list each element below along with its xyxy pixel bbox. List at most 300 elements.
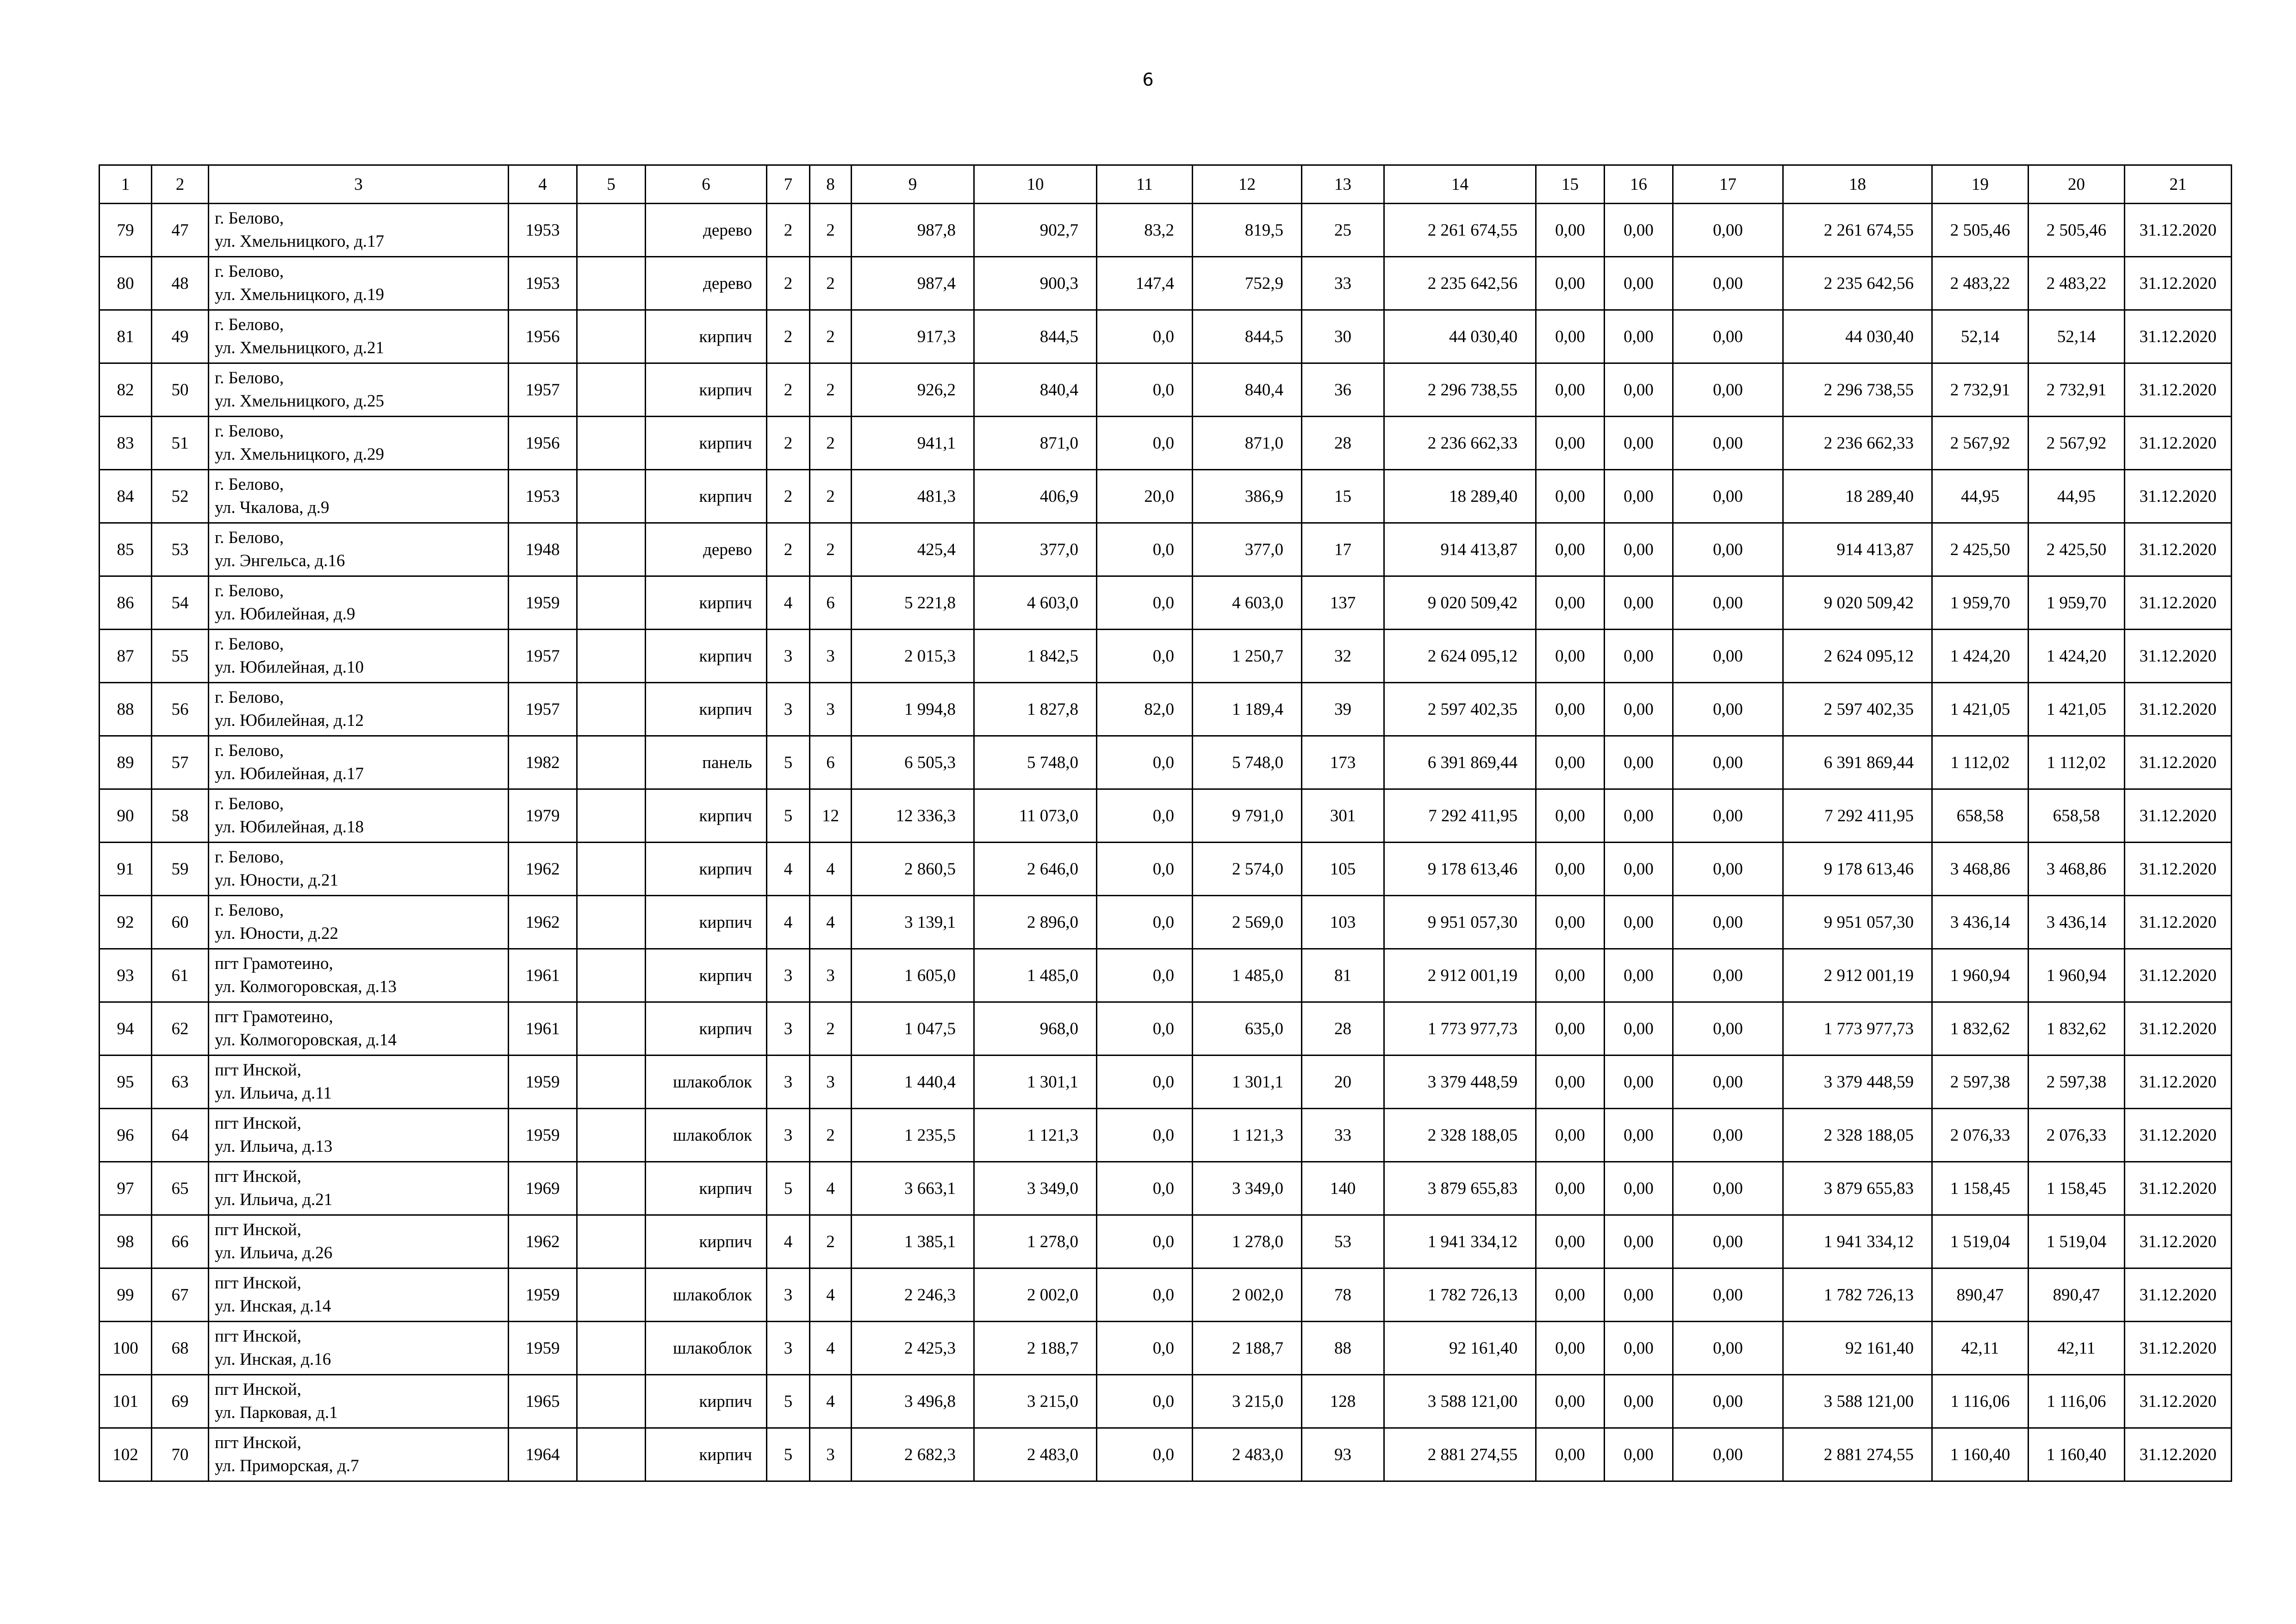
cell-n2: 68 [152,1322,209,1375]
cell-c5 [577,1428,646,1481]
cell-c5 [577,310,646,363]
address-city: пгт Инской, [215,1433,301,1452]
cell-c5 [577,257,646,310]
cell-c13: 137 [1302,576,1384,630]
cell-c5 [577,1322,646,1375]
cell-c13: 28 [1302,1002,1384,1056]
cell-c7: 4 [767,843,810,896]
cell-c10: 840,4 [974,363,1097,417]
cell-c5 [577,1215,646,1268]
cell-material: кирпич [646,310,767,363]
cell-c8: 2 [810,1215,852,1268]
cell-n2: 53 [152,523,209,576]
table-row [100,1375,2232,1428]
cell-c21: 31.12.2020 [2125,1002,2232,1056]
cell-material: дерево [646,523,767,576]
cell-c12: 386,9 [1193,470,1302,523]
address-cell [209,523,509,576]
cell-material: кирпич [646,843,767,896]
cell-c9: 6 505,3 [852,736,974,789]
cell-c19: 2 483,22 [1932,257,2028,310]
cell-c11: 0,0 [1097,1215,1193,1268]
cell-c21: 31.12.2020 [2125,204,2232,257]
cell-c16: 0,00 [1605,630,1673,683]
cell-c5 [577,576,646,630]
cell-c19: 1 158,45 [1932,1162,2028,1215]
cell-material: кирпич [646,417,767,470]
table-row [100,683,2232,736]
cell-c17: 0,00 [1673,1162,1783,1215]
cell-c7: 4 [767,896,810,949]
cell-c8: 4 [810,1268,852,1322]
cell-c12: 2 188,7 [1193,1322,1302,1375]
cell-c12: 635,0 [1193,1002,1302,1056]
cell-c17: 0,00 [1673,843,1783,896]
cell-c16: 0,00 [1605,363,1673,417]
cell-c15: 0,00 [1536,1109,1605,1162]
cell-c20: 3 468,86 [2028,843,2125,896]
address-street: ул. Юбилейная, д.12 [215,711,364,730]
cell-c17: 0,00 [1673,949,1783,1002]
cell-c19: 52,14 [1932,310,2028,363]
cell-c11: 0,0 [1097,417,1193,470]
cell-c5 [577,204,646,257]
address-cell [209,363,509,417]
cell-c9: 3 663,1 [852,1162,974,1215]
cell-c9: 2 860,5 [852,843,974,896]
cell-c19: 1 832,62 [1932,1002,2028,1056]
cell-year: 1969 [509,1162,577,1215]
cell-c20: 1 160,40 [2028,1428,2125,1481]
cell-c5 [577,630,646,683]
cell-n1: 83 [100,417,152,470]
cell-c19: 890,47 [1932,1268,2028,1322]
cell-c20: 1 832,62 [2028,1002,2125,1056]
cell-c21: 31.12.2020 [2125,1056,2232,1109]
cell-c18: 92 161,40 [1783,1322,1932,1375]
cell-c17: 0,00 [1673,1002,1783,1056]
cell-c17: 0,00 [1673,1322,1783,1375]
cell-n2: 51 [152,417,209,470]
cell-c18: 914 413,87 [1783,523,1932,576]
cell-c14: 1 782 726,13 [1384,1268,1536,1322]
column-header-19: 19 [1932,165,2028,204]
column-header-10: 10 [974,165,1097,204]
cell-c14: 1 773 977,73 [1384,1002,1536,1056]
cell-c5 [577,1375,646,1428]
cell-c5 [577,789,646,843]
cell-c8: 2 [810,204,852,257]
cell-c11: 20,0 [1097,470,1193,523]
cell-c13: 301 [1302,789,1384,843]
cell-material: кирпич [646,683,767,736]
cell-n2: 60 [152,896,209,949]
cell-c13: 78 [1302,1268,1384,1322]
cell-n2: 48 [152,257,209,310]
cell-n1: 89 [100,736,152,789]
cell-c16: 0,00 [1605,576,1673,630]
cell-year: 1959 [509,1322,577,1375]
cell-c10: 3 215,0 [974,1375,1097,1428]
cell-c11: 82,0 [1097,683,1193,736]
cell-c21: 31.12.2020 [2125,363,2232,417]
cell-c19: 3 436,14 [1932,896,2028,949]
cell-n2: 55 [152,630,209,683]
address-cell [209,843,509,896]
cell-c21: 31.12.2020 [2125,523,2232,576]
cell-c5 [577,1109,646,1162]
cell-c7: 2 [767,363,810,417]
cell-c10: 902,7 [974,204,1097,257]
cell-c7: 3 [767,630,810,683]
cell-c8: 3 [810,1056,852,1109]
cell-c19: 1 421,05 [1932,683,2028,736]
cell-c7: 4 [767,1215,810,1268]
cell-c9: 2 015,3 [852,630,974,683]
cell-c15: 0,00 [1536,417,1605,470]
cell-c15: 0,00 [1536,523,1605,576]
cell-c16: 0,00 [1605,1428,1673,1481]
cell-c9: 1 235,5 [852,1109,974,1162]
cell-c14: 2 624 095,12 [1384,630,1536,683]
cell-c18: 2 624 095,12 [1783,630,1932,683]
address-city: пгт Инской, [215,1114,301,1133]
cell-c14: 3 379 448,59 [1384,1056,1536,1109]
cell-c14: 1 941 334,12 [1384,1215,1536,1268]
address-city: пгт Грамотеино, [215,954,333,973]
cell-c17: 0,00 [1673,1375,1783,1428]
cell-c8: 6 [810,576,852,630]
cell-c19: 2 567,92 [1932,417,2028,470]
cell-c17: 0,00 [1673,1268,1783,1322]
column-header-11: 11 [1097,165,1193,204]
cell-c20: 2 483,22 [2028,257,2125,310]
address-cell [209,949,509,1002]
cell-c8: 4 [810,1322,852,1375]
address-street: ул. Юности, д.21 [215,871,339,890]
cell-year: 1957 [509,683,577,736]
cell-c20: 1 960,94 [2028,949,2125,1002]
table-row [100,523,2232,576]
address-cell [209,417,509,470]
cell-c9: 5 221,8 [852,576,974,630]
address-street: ул. Ильича, д.13 [215,1137,333,1156]
address-cell [209,1162,509,1215]
cell-c16: 0,00 [1605,1162,1673,1215]
cell-material: панель [646,736,767,789]
cell-c18: 2 597 402,35 [1783,683,1932,736]
address-cell [209,896,509,949]
cell-c19: 658,58 [1932,789,2028,843]
cell-year: 1948 [509,523,577,576]
cell-c12: 752,9 [1193,257,1302,310]
cell-c10: 1 842,5 [974,630,1097,683]
address-city: г. Белово, [215,369,284,387]
cell-c15: 0,00 [1536,896,1605,949]
cell-c15: 0,00 [1536,576,1605,630]
cell-c12: 1 485,0 [1193,949,1302,1002]
cell-c9: 917,3 [852,310,974,363]
cell-n2: 67 [152,1268,209,1322]
cell-c10: 900,3 [974,257,1097,310]
table-row [100,630,2232,683]
cell-c7: 2 [767,257,810,310]
cell-c17: 0,00 [1673,576,1783,630]
address-street: ул. Хмельницкого, д.21 [215,338,385,357]
cell-n2: 58 [152,789,209,843]
cell-c20: 1 112,02 [2028,736,2125,789]
cell-c5 [577,523,646,576]
page-number: 6 [1142,69,1154,90]
cell-c15: 0,00 [1536,789,1605,843]
cell-c20: 1 959,70 [2028,576,2125,630]
cell-c18: 9 951 057,30 [1783,896,1932,949]
cell-c8: 4 [810,1162,852,1215]
address-street: ул. Инская, д.14 [215,1297,331,1316]
column-header-1: 1 [100,165,152,204]
cell-c13: 33 [1302,1109,1384,1162]
cell-c21: 31.12.2020 [2125,1268,2232,1322]
cell-c13: 105 [1302,843,1384,896]
cell-n1: 88 [100,683,152,736]
cell-c10: 2 483,0 [974,1428,1097,1481]
address-city: г. Белово, [215,741,284,760]
cell-year: 1964 [509,1428,577,1481]
cell-c20: 3 436,14 [2028,896,2125,949]
cell-n1: 98 [100,1215,152,1268]
cell-c5 [577,896,646,949]
cell-n2: 54 [152,576,209,630]
cell-year: 1961 [509,1002,577,1056]
cell-year: 1959 [509,1056,577,1109]
cell-n2: 56 [152,683,209,736]
address-cell [209,576,509,630]
cell-c17: 0,00 [1673,523,1783,576]
table-row [100,310,2232,363]
cell-c17: 0,00 [1673,736,1783,789]
cell-c18: 3 879 655,83 [1783,1162,1932,1215]
address-street: ул. Юбилейная, д.9 [215,605,355,624]
column-header-15: 15 [1536,165,1605,204]
cell-c10: 844,5 [974,310,1097,363]
address-cell [209,1322,509,1375]
cell-c17: 0,00 [1673,683,1783,736]
cell-c19: 1 424,20 [1932,630,2028,683]
cell-c5 [577,363,646,417]
cell-c10: 968,0 [974,1002,1097,1056]
cell-c13: 25 [1302,204,1384,257]
cell-c10: 377,0 [974,523,1097,576]
cell-c14: 3 588 121,00 [1384,1375,1536,1428]
cell-c21: 31.12.2020 [2125,630,2232,683]
cell-c17: 0,00 [1673,470,1783,523]
column-header-14: 14 [1384,165,1536,204]
cell-c21: 31.12.2020 [2125,683,2232,736]
address-street: ул. Хмельницкого, д.19 [215,285,385,304]
table-row [100,470,2232,523]
cell-year: 1962 [509,896,577,949]
cell-c16: 0,00 [1605,204,1673,257]
cell-c21: 31.12.2020 [2125,417,2232,470]
cell-c20: 2 732,91 [2028,363,2125,417]
cell-c16: 0,00 [1605,417,1673,470]
cell-c12: 3 215,0 [1193,1375,1302,1428]
cell-n2: 59 [152,843,209,896]
cell-n1: 96 [100,1109,152,1162]
cell-c9: 1 047,5 [852,1002,974,1056]
cell-c21: 31.12.2020 [2125,736,2232,789]
column-header-12: 12 [1193,165,1302,204]
address-street: ул. Хмельницкого, д.29 [215,445,385,464]
cell-c10: 2 896,0 [974,896,1097,949]
cell-c21: 31.12.2020 [2125,789,2232,843]
cell-c18: 2 236 662,33 [1783,417,1932,470]
cell-c20: 2 505,46 [2028,204,2125,257]
cell-c18: 1 773 977,73 [1783,1002,1932,1056]
cell-c20: 1 116,06 [2028,1375,2125,1428]
cell-n2: 47 [152,204,209,257]
address-city: г. Белово, [215,315,284,334]
cell-material: кирпич [646,1428,767,1481]
cell-n2: 50 [152,363,209,417]
cell-c18: 6 391 869,44 [1783,736,1932,789]
cell-n1: 90 [100,789,152,843]
cell-n1: 99 [100,1268,152,1322]
cell-c15: 0,00 [1536,470,1605,523]
cell-c16: 0,00 [1605,1056,1673,1109]
cell-c14: 92 161,40 [1384,1322,1536,1375]
cell-year: 1957 [509,363,577,417]
cell-c21: 31.12.2020 [2125,1375,2232,1428]
cell-c9: 926,2 [852,363,974,417]
address-cell [209,630,509,683]
address-city: пгт Инской, [215,1327,301,1346]
cell-c20: 2 076,33 [2028,1109,2125,1162]
cell-year: 1979 [509,789,577,843]
cell-c16: 0,00 [1605,1375,1673,1428]
address-city: пгт Инской, [215,1220,301,1239]
cell-n2: 65 [152,1162,209,1215]
address-cell [209,1428,509,1481]
cell-material: дерево [646,204,767,257]
cell-c12: 5 748,0 [1193,736,1302,789]
cell-year: 1957 [509,630,577,683]
address-city: пгт Инской, [215,1167,301,1186]
cell-c20: 44,95 [2028,470,2125,523]
table-row [100,843,2232,896]
cell-c12: 2 569,0 [1193,896,1302,949]
cell-c13: 53 [1302,1215,1384,1268]
cell-c21: 31.12.2020 [2125,257,2232,310]
cell-c19: 3 468,86 [1932,843,2028,896]
table-row [100,204,2232,257]
cell-c7: 2 [767,310,810,363]
cell-c19: 1 112,02 [1932,736,2028,789]
cell-material: шлакоблок [646,1056,767,1109]
cell-c7: 2 [767,204,810,257]
cell-c21: 31.12.2020 [2125,576,2232,630]
cell-c8: 2 [810,310,852,363]
cell-c12: 1 189,4 [1193,683,1302,736]
cell-c20: 2 567,92 [2028,417,2125,470]
cell-c15: 0,00 [1536,736,1605,789]
cell-c20: 658,58 [2028,789,2125,843]
cell-c15: 0,00 [1536,204,1605,257]
cell-n1: 84 [100,470,152,523]
cell-material: кирпич [646,470,767,523]
cell-c10: 1 121,3 [974,1109,1097,1162]
cell-c10: 2 002,0 [974,1268,1097,1322]
cell-c11: 0,0 [1097,310,1193,363]
cell-c18: 2 328 188,05 [1783,1109,1932,1162]
cell-c9: 987,8 [852,204,974,257]
cell-year: 1956 [509,417,577,470]
cell-c13: 15 [1302,470,1384,523]
address-city: г. Белово, [215,475,284,494]
cell-c16: 0,00 [1605,949,1673,1002]
cell-c8: 2 [810,257,852,310]
cell-year: 1959 [509,576,577,630]
address-street: ул. Юности, д.22 [215,924,339,943]
cell-c8: 3 [810,630,852,683]
cell-c15: 0,00 [1536,1162,1605,1215]
cell-c13: 173 [1302,736,1384,789]
cell-c7: 4 [767,576,810,630]
column-header-5: 5 [577,165,646,204]
address-cell [209,736,509,789]
address-cell [209,257,509,310]
address-street: ул. Энгельса, д.16 [215,551,345,570]
cell-c8: 4 [810,843,852,896]
address-city: г. Белово, [215,848,284,867]
address-city: пгт Инской, [215,1380,301,1399]
cell-c14: 9 951 057,30 [1384,896,1536,949]
cell-c9: 1 385,1 [852,1215,974,1268]
cell-c19: 2 732,91 [1932,363,2028,417]
cell-c8: 2 [810,417,852,470]
cell-c16: 0,00 [1605,1322,1673,1375]
cell-c7: 2 [767,470,810,523]
cell-c20: 42,11 [2028,1322,2125,1375]
table-body [100,204,2232,1481]
cell-c20: 1 519,04 [2028,1215,2125,1268]
cell-year: 1961 [509,949,577,1002]
address-cell [209,1268,509,1322]
cell-c9: 2 682,3 [852,1428,974,1481]
cell-n2: 61 [152,949,209,1002]
cell-c8: 3 [810,1428,852,1481]
cell-c9: 941,1 [852,417,974,470]
table-row [100,949,2232,1002]
address-street: ул. Колмогоровская, д.14 [215,1031,397,1049]
cell-c16: 0,00 [1605,736,1673,789]
cell-c9: 425,4 [852,523,974,576]
column-header-4: 4 [509,165,577,204]
cell-c8: 2 [810,363,852,417]
cell-c11: 0,0 [1097,843,1193,896]
cell-n2: 63 [152,1056,209,1109]
address-city: г. Белово, [215,422,284,441]
cell-c15: 0,00 [1536,310,1605,363]
table-row [100,1428,2232,1481]
address-city: г. Белово, [215,688,284,707]
cell-c13: 103 [1302,896,1384,949]
address-cell [209,1002,509,1056]
cell-c11: 0,0 [1097,1002,1193,1056]
cell-c14: 2 296 738,55 [1384,363,1536,417]
cell-n1: 102 [100,1428,152,1481]
cell-c21: 31.12.2020 [2125,896,2232,949]
